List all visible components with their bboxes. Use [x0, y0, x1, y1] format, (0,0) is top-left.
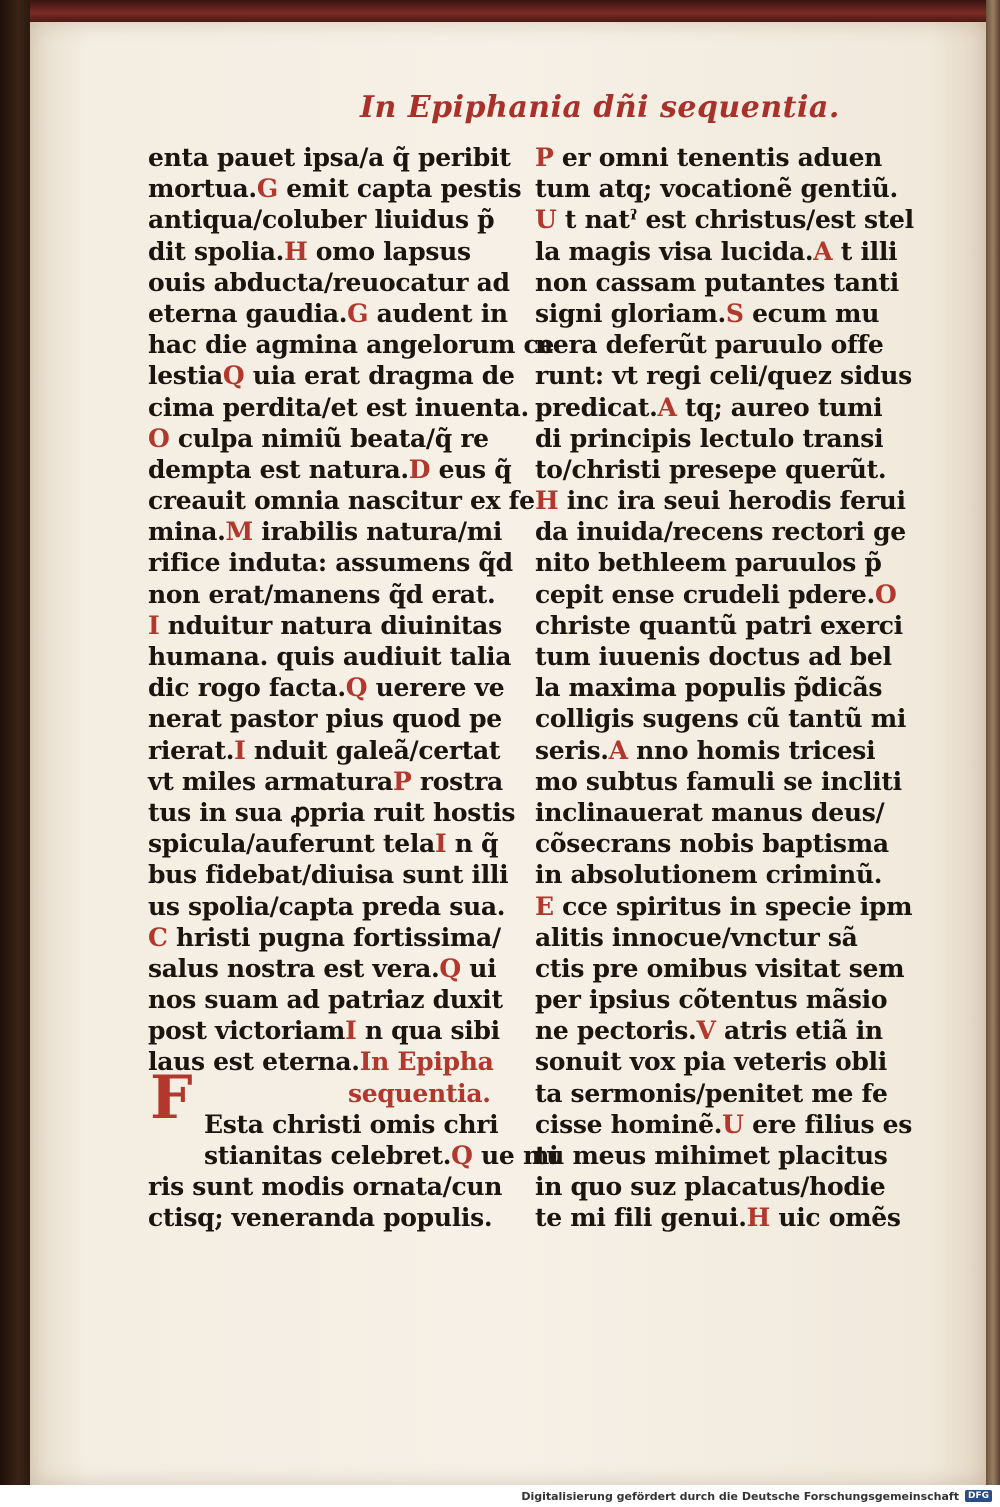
text-run: nito bethleem paruulos p̃	[535, 548, 882, 578]
text-run: lestia	[148, 361, 223, 391]
text-run: eterna gaudia.	[148, 298, 348, 328]
text-run: signi gloriam.	[535, 298, 726, 328]
rubric-text: sequentia.	[348, 1078, 491, 1108]
text-run: nerat pastor pius quod pe	[148, 704, 502, 734]
text-line	[148, 766, 503, 797]
text-run: runt: vt regi celi/quez sidus	[535, 361, 912, 391]
text-run: te mi fili genui.	[535, 1203, 747, 1233]
text-line	[535, 610, 903, 641]
text-line	[148, 953, 497, 984]
text-run: nduitur natura diuinitas	[159, 610, 502, 640]
rubric-text: C	[148, 922, 168, 952]
text-line	[148, 1202, 493, 1233]
text-run: ouis abducta/reuocatur ad	[148, 267, 510, 297]
text-line	[535, 1109, 913, 1140]
text-run: tum atq; vocationẽ gentiũ.	[535, 174, 898, 204]
text-line	[535, 579, 897, 610]
text-run: Esta christi omis chri	[204, 1109, 499, 1139]
text-run: per ipsius cõtentus mãsio	[535, 985, 888, 1015]
text-run: nduit galeã/certat	[245, 735, 501, 765]
text-line	[535, 828, 889, 859]
text-line	[148, 547, 513, 578]
rubric-text: In Epipha	[359, 1047, 494, 1077]
text-line	[535, 547, 882, 578]
text-line	[148, 1109, 499, 1140]
rubric-text: P	[535, 143, 554, 172]
text-run: antiqua/coluber liuidus p̃	[148, 205, 495, 235]
text-line	[535, 173, 898, 204]
text-run: hristi pugna fortissima/	[167, 922, 501, 952]
text-line	[148, 984, 503, 1015]
text-line	[535, 641, 892, 672]
text-line	[535, 797, 885, 828]
text-line	[148, 454, 512, 485]
text-run: omo lapsus	[307, 236, 471, 266]
text-run: christe quantũ patri exerci	[535, 610, 903, 640]
rubric-text: I	[148, 610, 160, 640]
text-run: di principis lectulo transi	[535, 423, 884, 453]
text-run: mina.	[148, 517, 226, 547]
rubric-text: G	[256, 174, 278, 204]
text-line	[535, 267, 899, 298]
text-run: inclinauerat manus deus/	[535, 797, 885, 827]
text-run: nno homis tricesi	[627, 735, 876, 765]
text-line	[535, 891, 913, 922]
text-run: stianitas celebret.	[204, 1141, 452, 1170]
text-run: to/christi presepe querũt.	[535, 454, 887, 484]
text-line	[148, 610, 502, 641]
text-run: mortua.	[148, 174, 257, 204]
text-run: ue mi	[472, 1141, 559, 1170]
text-line	[148, 1015, 500, 1046]
rubric-text: S	[725, 298, 744, 328]
text-run: vt miles armatura	[148, 766, 393, 796]
text-run: ris sunt modis ornata/cun	[148, 1172, 503, 1202]
text-run: tq; aureo tumi	[676, 392, 883, 422]
text-line	[148, 485, 535, 516]
text-line	[148, 392, 529, 423]
text-run: cima perdita/et est inuenta.	[148, 392, 529, 422]
text-line	[148, 298, 508, 329]
text-line	[535, 329, 884, 360]
text-line	[535, 735, 875, 766]
text-run: t natˀ est christus/est stel	[556, 205, 914, 235]
book-page-edges	[986, 0, 1000, 1485]
text-run: non cassam putantes tanti	[535, 267, 899, 297]
text-line	[535, 766, 902, 797]
text-run: ere filius es	[743, 1109, 913, 1139]
text-line	[535, 1078, 888, 1109]
initial-letter: F	[150, 1063, 193, 1133]
text-line	[148, 672, 505, 703]
text-run: atris etiã in	[715, 1016, 883, 1046]
rubric-text: E	[535, 891, 554, 921]
text-line	[535, 922, 875, 953]
rubric-text: A	[608, 735, 628, 765]
rubric-text: H	[535, 486, 559, 516]
text-run: la magis visa lucida.	[535, 236, 814, 266]
text-run: emit capta pestis	[277, 174, 522, 204]
text-line	[148, 1140, 559, 1171]
text-line	[535, 142, 883, 173]
text-line	[535, 1171, 886, 1202]
text-run: inc ira seui herodis ferui	[558, 486, 906, 516]
text-run: dempta est natura.	[148, 454, 409, 484]
text-run: in quo suz placatus/hodie	[535, 1172, 886, 1202]
book-binding-top	[0, 0, 1000, 22]
text-line	[148, 922, 501, 953]
text-run: la maxima populis p̃dicãs	[535, 673, 883, 703]
text-run: alitis innocue/vnctur sã	[535, 922, 858, 952]
text-run: tus in sua ꝓpria ruit hostis	[148, 797, 516, 827]
text-run: nera deferũt paruulo offe	[535, 330, 884, 360]
text-run: audent in	[368, 298, 508, 328]
text-run: predicat.	[535, 392, 658, 422]
text-run: ne pectoris.	[535, 1016, 697, 1046]
text-line	[535, 1046, 887, 1077]
text-run: salus nostra est vera.	[148, 953, 440, 983]
text-run: ta sermonis/penitet me fe	[535, 1078, 888, 1108]
text-line	[535, 703, 907, 734]
text-line	[535, 454, 887, 485]
text-line	[148, 516, 503, 547]
text-line	[535, 392, 883, 423]
text-run: us spolia/capta preda sua.	[148, 891, 506, 921]
text-line	[535, 204, 914, 235]
text-run: ecum mu	[743, 298, 880, 328]
text-run: laus est eterna.	[148, 1047, 360, 1077]
text-run: rostra	[411, 766, 503, 796]
text-run: colligis sugens cũ tantũ mi	[535, 704, 907, 734]
text-run: eus q̃	[430, 454, 512, 484]
text-line	[535, 360, 912, 391]
text-run: tu meus mihimet placitus	[535, 1141, 888, 1170]
rubric-text: H	[746, 1203, 770, 1233]
text-line	[535, 1140, 888, 1171]
footer-bar	[0, 1485, 1000, 1507]
text-line	[148, 859, 509, 890]
text-line	[148, 1171, 503, 1202]
text-run: tum iuuenis doctus ad bel	[535, 642, 892, 671]
text-run: hac die agmina angelorum ce	[148, 330, 555, 360]
rubric-text: A	[657, 392, 677, 422]
text-run: n qua sibi	[356, 1016, 500, 1046]
rubric-text: H	[284, 236, 308, 266]
text-run: in absolutionem criminũ.	[535, 860, 883, 890]
text-line	[148, 360, 515, 391]
rubric-text: A	[813, 236, 833, 266]
rubric-text: O	[874, 579, 897, 609]
rubric-text: I	[434, 829, 447, 859]
rubric-text: O	[148, 423, 170, 453]
rubric-text: P	[392, 766, 412, 796]
text-run: rifice induta: assumens q̃d	[148, 548, 513, 578]
text-run: mo subtus famuli se incliti	[535, 766, 902, 796]
text-line	[148, 703, 502, 734]
rubric-text: M	[225, 517, 253, 547]
text-line	[148, 204, 495, 235]
left-text-column	[148, 142, 559, 1234]
text-line	[148, 828, 499, 859]
text-line	[535, 298, 880, 329]
text-run: irabilis natura/mi	[252, 517, 503, 547]
dfg-logo-icon: DFG	[965, 1490, 992, 1502]
text-run: cõsecrans nobis baptisma	[535, 829, 889, 859]
text-line	[535, 859, 883, 890]
text-line	[148, 236, 488, 267]
rubric-text: Q	[222, 361, 245, 391]
text-line	[148, 797, 516, 828]
text-line	[148, 1046, 494, 1077]
text-line	[148, 735, 501, 766]
text-line	[148, 1078, 491, 1109]
text-run: rierat.	[148, 735, 235, 765]
text-line	[148, 641, 512, 672]
text-run: dit spolia.	[148, 236, 285, 266]
text-run: post victoriam	[148, 1016, 346, 1046]
text-run: t illi	[832, 236, 898, 266]
rubric-text: Q	[439, 953, 461, 983]
rubric-text: U	[535, 205, 557, 235]
rubric-text: I	[234, 735, 246, 765]
text-run: non erat/manens q̃d erat.	[148, 579, 496, 609]
text-run: ctisq; veneranda populis.	[148, 1203, 493, 1233]
text-line	[535, 953, 905, 984]
text-run: spicula/auferunt tela	[148, 829, 435, 859]
text-run: humana. quis audiuit talia	[148, 642, 512, 671]
text-run: cepit ense crudeli pdere.	[535, 579, 875, 609]
rubric-text: Q	[345, 673, 368, 703]
text-line	[535, 236, 898, 267]
text-run: culpa nimiũ beata/q̃ re	[169, 423, 489, 453]
text-line	[535, 984, 888, 1015]
rubric-text: G	[347, 298, 369, 328]
book-binding-spine	[0, 0, 30, 1485]
text-line	[535, 1015, 883, 1046]
text-run: uia erat dragma de	[244, 361, 515, 391]
text-run: ui	[460, 953, 497, 983]
text-run: nos suam ad patriaz duxit	[148, 985, 503, 1015]
text-line	[535, 672, 883, 703]
text-run: uic omẽs	[769, 1203, 901, 1233]
text-run: dic rogo facta.	[148, 673, 346, 703]
rubric-text: Q	[451, 1141, 473, 1170]
text-line	[148, 173, 522, 204]
text-run: seris.	[535, 735, 609, 765]
text-run: n q̃	[446, 829, 499, 859]
text-run: creauit omnia nascitur ex fe	[148, 486, 535, 516]
text-line	[148, 423, 488, 454]
running-head: In Epiphania dñi sequentia.	[360, 90, 840, 125]
text-line	[148, 329, 555, 360]
text-run: er omni tenentis aduen	[553, 143, 883, 172]
text-line	[148, 142, 511, 173]
text-line	[535, 423, 884, 454]
text-run: da inuida/recens rectori ge	[535, 517, 906, 547]
right-text-column	[535, 142, 914, 1234]
rubric-text: V	[696, 1016, 716, 1046]
text-run: sonuit vox pia veteris obli	[535, 1047, 887, 1077]
text-run: uerere ve	[367, 673, 505, 703]
rubric-text: U	[722, 1109, 744, 1139]
text-line	[535, 516, 906, 547]
text-run: enta pauet ipsa/a q̃ peribit	[148, 143, 511, 172]
rubric-text: I	[345, 1016, 357, 1046]
text-run: cce spiritus in specie ipm	[553, 891, 913, 921]
rubric-text: D	[408, 454, 431, 484]
text-run: cisse hominẽ.	[535, 1109, 723, 1139]
text-run: ctis pre omibus visitat sem	[535, 953, 905, 983]
text-line	[148, 579, 496, 610]
text-line	[148, 891, 506, 922]
text-line	[535, 1202, 901, 1233]
text-run: bus fidebat/diuisa sunt illi	[148, 860, 509, 890]
digitization-credit: Digitalisierung gefördert durch die Deutsche Forschungsgemeinschaft	[521, 1489, 959, 1503]
text-line	[535, 485, 906, 516]
text-line	[148, 267, 510, 298]
